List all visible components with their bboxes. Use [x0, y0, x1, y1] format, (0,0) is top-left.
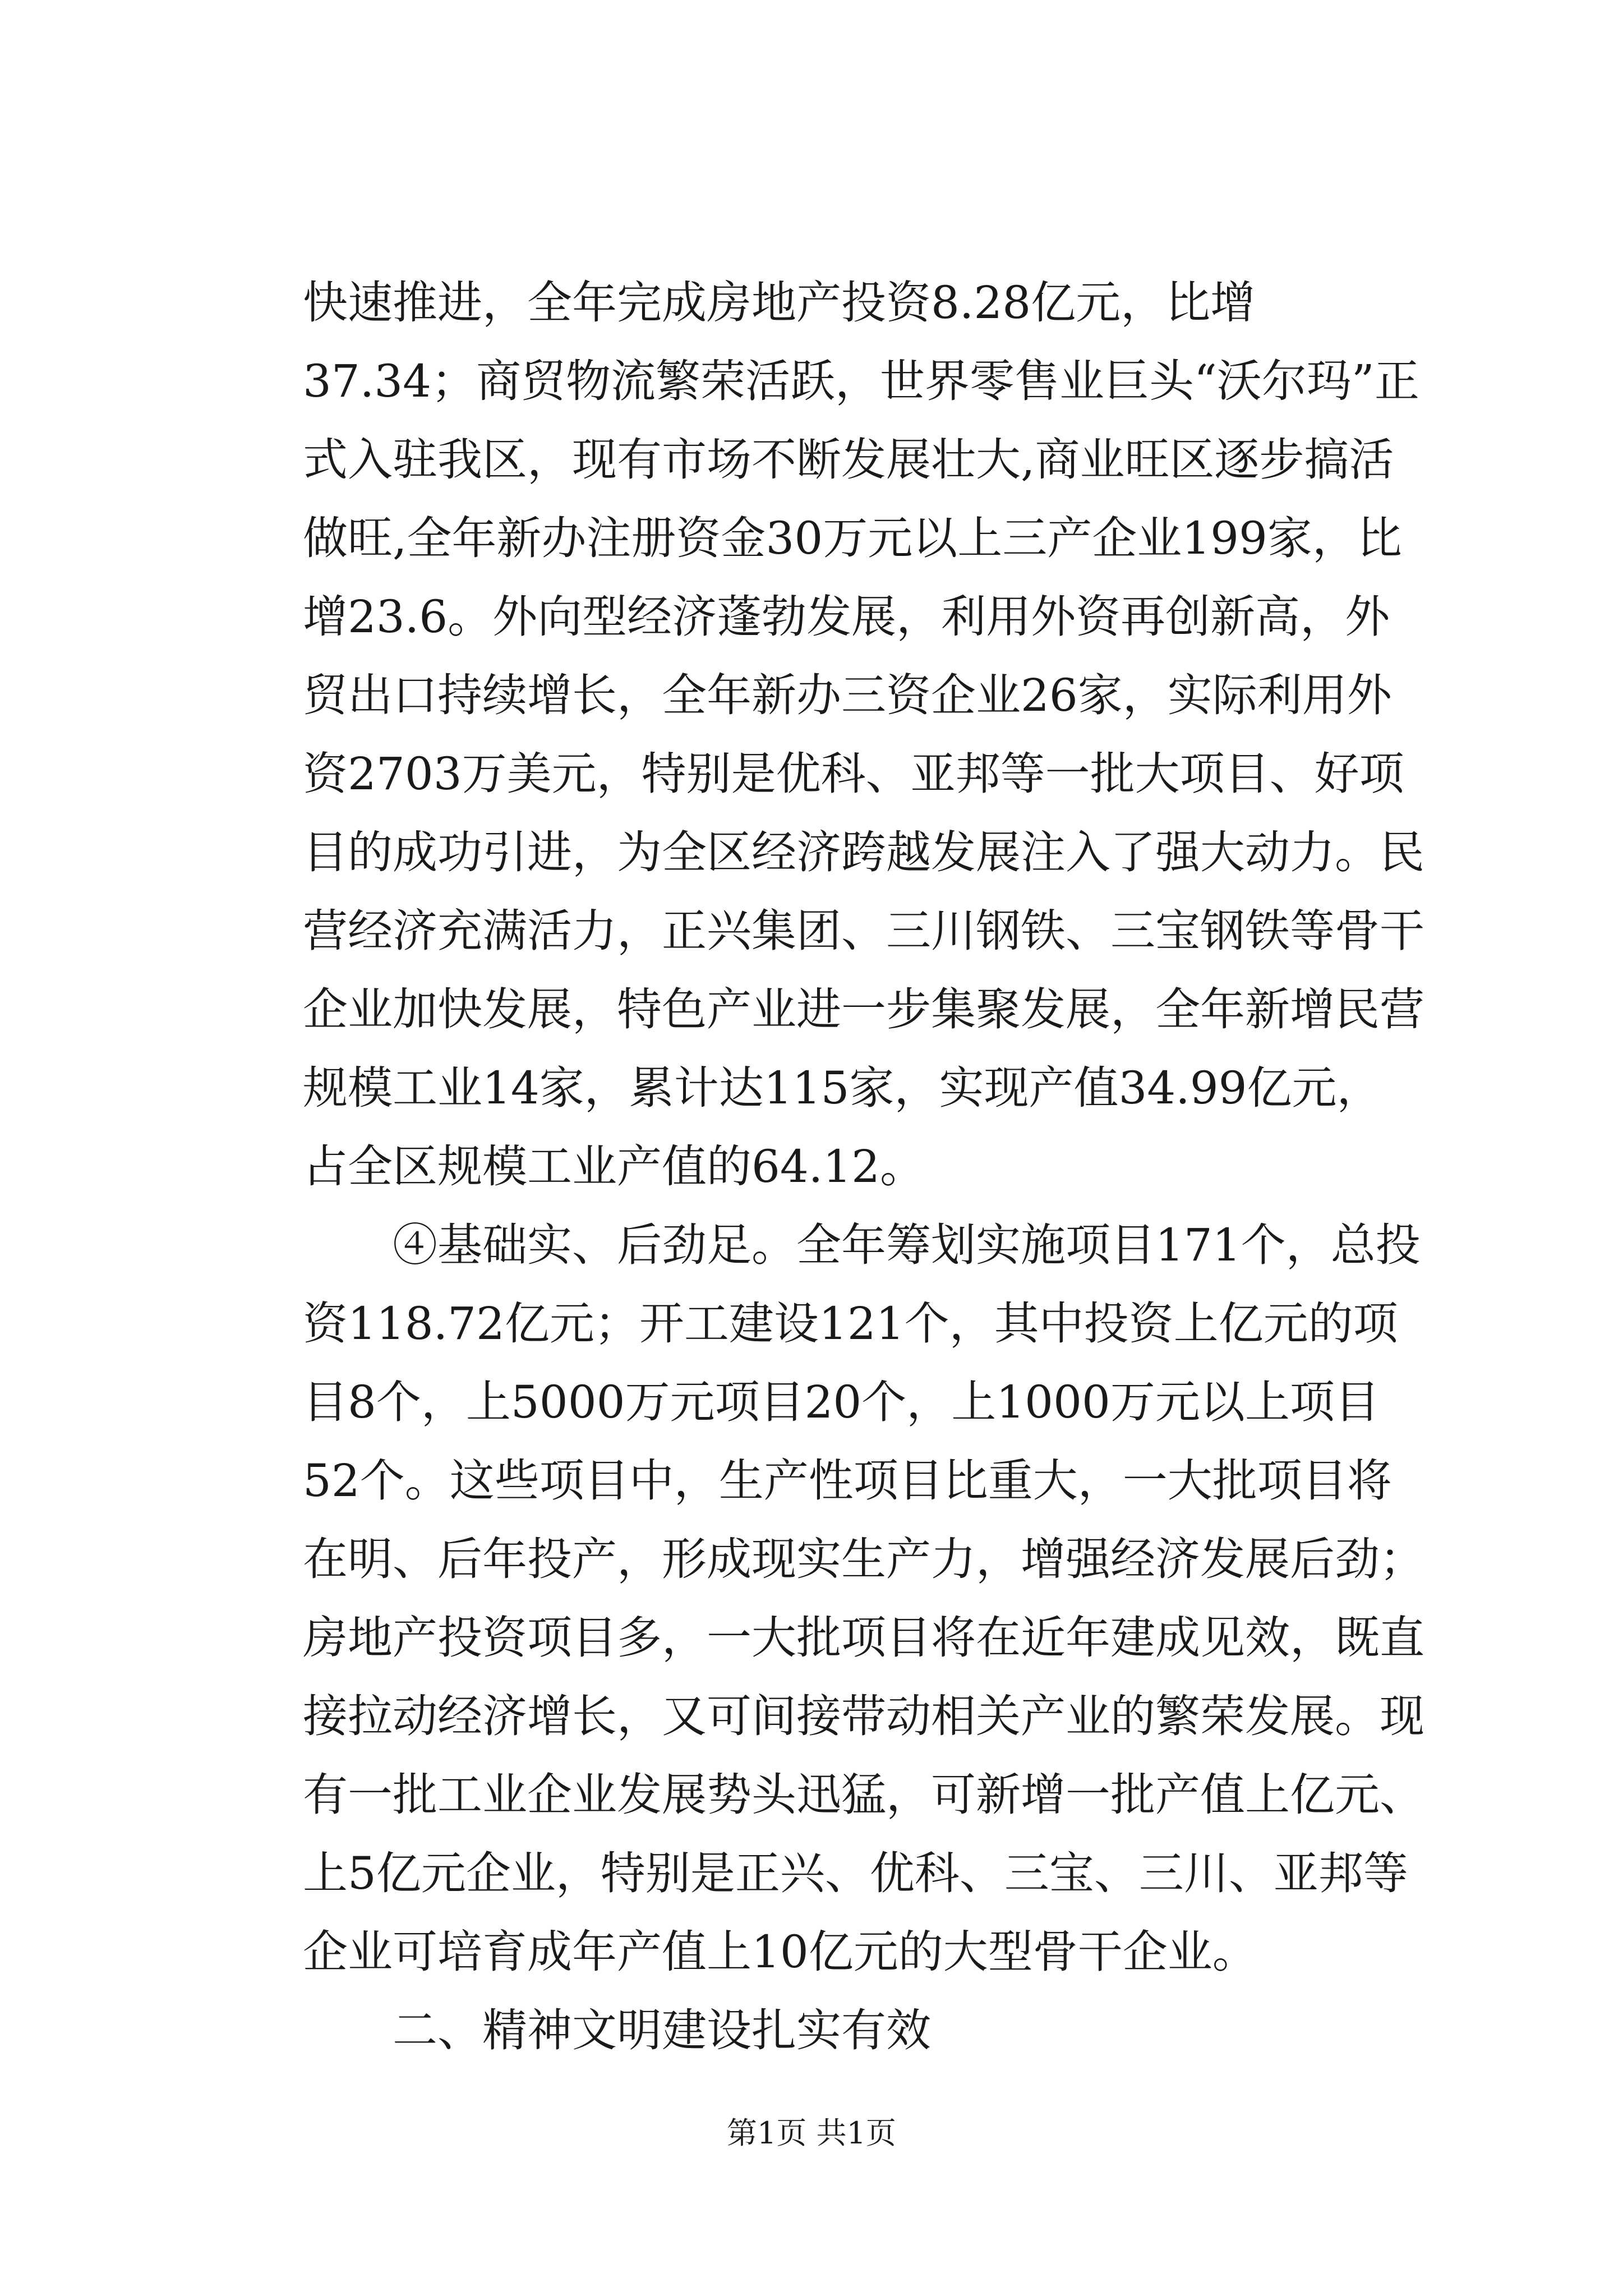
paragraph-1: 快速推进，全年完成房地产投资8.28亿元，比增37.34；商贸物流繁荣活跃，世界零售业巨头“沃尔玛”正式入驻我区，现有市场不断发展壮大,商业旺区逐步搞活做旺,全年新办注册资金30万元以上三产企业199家，比增23.6。外向型经济蓬勃发展，利用外资再创新高，外贸出口持续增长，全年新办三资企业26家，实际利用外资2703万美元，特别是优科、亚邦等一批大项目、好项目的成功引进，为全区经济跨越发展注入了强大动力。民营经济充满活力，正兴集团、三川钢铁、三宝钢铁等骨干企业加快发展，特色产业进一步集聚发展，全年新增民营规模工业14家，累计达115家，实现产值34.99亿元，占全区规模工业产值的64.12。	[303, 277, 1424, 1193]
section-heading: 二、精神文明建设扎实有效	[393, 2004, 931, 2056]
body-text	[303, 264, 1424, 2070]
paragraph-2: ④基础实、后劲足。全年筹划实施项目171个，总投资118.72亿元；开工建设121个，其中投资上亿元的项目8个，上5000万元项目20个，上1000万元以上项目52个。这些项目中，生产性项目比重大，一大批项目将在明、后年投产，形成现实生产力，增强经济发展后劲；房地产投资项目多，一大批项目将在近年建成见效，既直接拉动经济增长，又可间接带动相关产业的繁荣发展。现有一批工业企业发展势头迅猛，可新增一批产值上亿元、上5亿元企业，特别是正兴、优科、三宝、三川、亚邦等企业可培育成年产值上10亿元的大型骨干企业。	[303, 1219, 1424, 1978]
page-footer: 第1页 共1页	[727, 2115, 896, 2151]
